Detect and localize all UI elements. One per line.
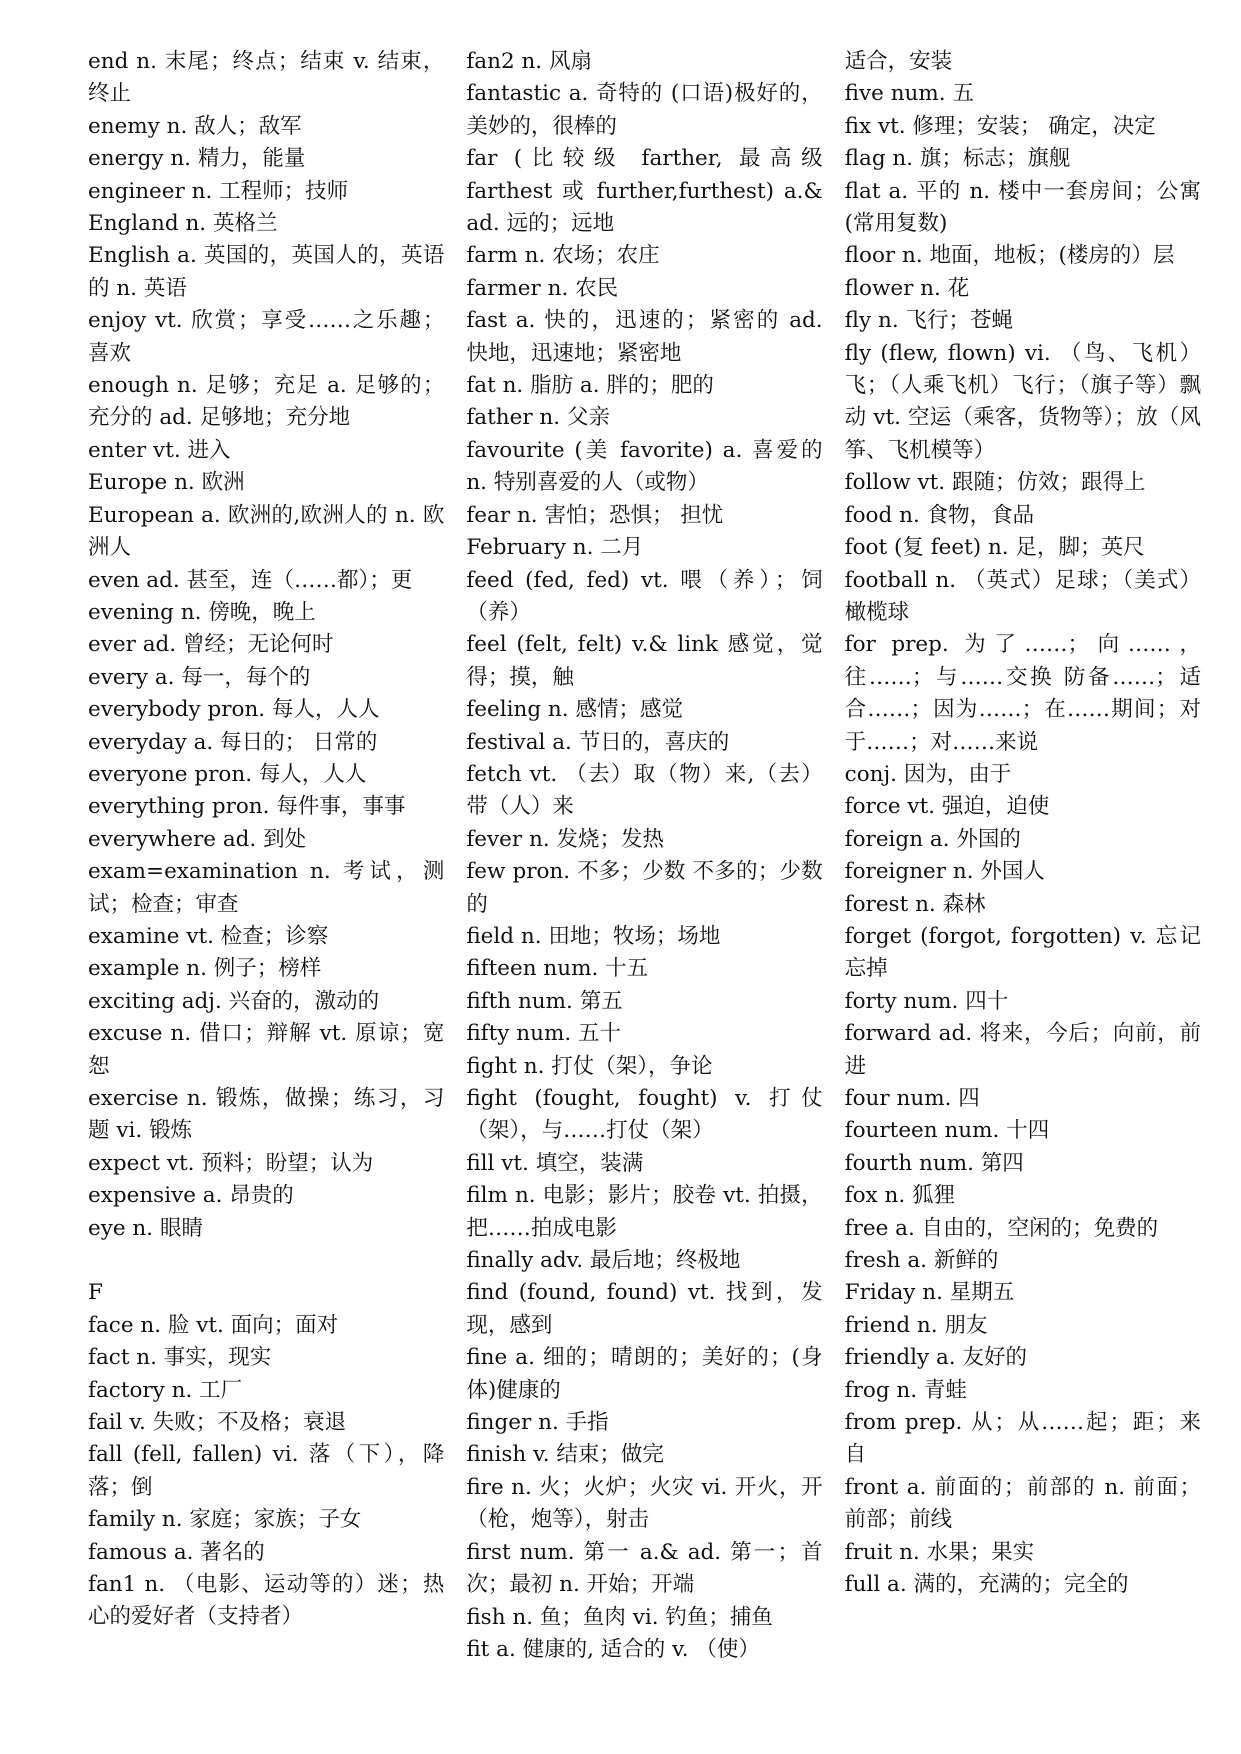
vocab-entry: everyone pron. 每人，人人 (88, 761, 367, 787)
vocab-entry: for prep. 为了……；向……，往……；与……交换 防备……；适合……；因为……；在……期间；对于……；对……来说 (844, 632, 1201, 755)
vocab-entry: enough n. 足够；充足 a. 足够的；充分的 ad. 足够地；充分地 (88, 373, 445, 431)
vocab-entry: fourth num. 第四 (844, 1150, 1024, 1176)
vocab-entry: full a. 满的，充满的；完全的 (844, 1572, 1129, 1598)
vocab-entry: example n. 例子；榜样 (88, 956, 322, 982)
column-2 (466, 46, 822, 1754)
vocab-entry: friendly a. 友好的 (844, 1345, 1027, 1371)
vocab-entry: factory n. 工厂 (88, 1377, 243, 1403)
vocab-entry: flag n. 旗；标志；旗舰 (844, 146, 1071, 172)
vocab-entry: everybody pron. 每人，人人 (88, 697, 380, 723)
vocab-entry: foot (复 feet) n. 足，脚；英尺 (844, 535, 1145, 561)
vocab-entry: enter vt. 进入 (88, 437, 231, 463)
vocab-entry: flat a. 平的 n. 楼中一套房间；公寓(常用复数) (844, 178, 1201, 237)
vocab-entry: fight n. 打仗（架），争论 (466, 1053, 713, 1079)
vocab-entry: exam=examination n. 考试，测试；检查；审查 (88, 859, 445, 917)
vocab-entry: fact n. 事实，现实 (88, 1345, 272, 1371)
vocab-entry: English a. 英国的，英国人的，英语的 n. 英语 (88, 243, 445, 301)
vocab-entry: frog n. 青蛙 (844, 1377, 967, 1403)
vocab-entry: fetch vt. （去）取（物）来,（去）带（人）来 (466, 761, 823, 820)
vocab-entry: 适合，安装 (844, 49, 953, 74)
vocab-entry: foreign a. 外国的 (844, 826, 1021, 852)
vocab-entry: fox n. 狐狸 (844, 1183, 956, 1209)
vocab-entry: fifteen num. 十五 (466, 956, 649, 982)
vocab-entry: floor n. 地面，地板；(楼房的）层 (844, 243, 1175, 269)
vocab-entry: football n. （英式）足球；（美式）橄榄球 (844, 567, 1201, 625)
vocab-entry: front a. 前面的；前部的 n. 前面；前部；前线 (844, 1474, 1201, 1533)
vocab-entry: eye n. 眼睛 (88, 1215, 203, 1241)
vocab-entry: Friday n. 星期五 (844, 1280, 1015, 1306)
column-3 (845, 46, 1201, 1754)
vocab-entry: fear n. 害怕；恐惧； 担忧 (466, 502, 724, 528)
vocab-entry: ever ad. 曾经；无论何时 (88, 632, 334, 658)
vocab-entry: examine vt. 检查；诊察 (88, 923, 329, 949)
vocab-entry: face n. 脸 vt. 面向；面对 (88, 1312, 339, 1338)
vocab-entry: friend n. 朋友 (844, 1312, 988, 1338)
vocab-entry: festival a. 节日的，喜庆的 (466, 729, 730, 755)
vocab-entry: fat n. 脂肪 a. 胖的；肥的 (466, 373, 714, 399)
vocab-entry: February n. 二月 (466, 535, 644, 561)
vocab-entry: fifth num. 第五 (466, 988, 623, 1014)
vocab-entry: excuse n. 借口；辩解 vt. 原谅；宽恕 (88, 1021, 445, 1079)
vocab-entry: European a. 欧洲的,欧洲人的 n. 欧洲人 (88, 502, 445, 561)
vocab-entry: film n. 电影；影片；胶卷 vt. 拍摄，把……拍成电影 (466, 1183, 823, 1241)
vocab-entry: forty num. 四十 (844, 988, 1009, 1014)
vocab-entry: fruit n. 水果；果实 (844, 1539, 1035, 1565)
vocab-entry: feel (felt, felt) v.& link 感觉，觉得；摸，触 (466, 632, 823, 690)
vocab-entry: expensive a. 昂贵的 (88, 1183, 294, 1209)
vocab-entry: fourteen num. 十四 (844, 1118, 1050, 1144)
vocab-entry: fit a. 健康的, 适合的 v. （使） (466, 1636, 760, 1662)
column-1 (88, 46, 444, 1754)
vocab-entry: everywhere ad. 到处 (88, 826, 307, 852)
vocab-entry: fever n. 发烧；发热 (466, 826, 665, 852)
vocab-entry: find (found, found) vt. 找到，发现，感到 (466, 1280, 823, 1338)
vocab-entry: food n. 食物，食品 (844, 502, 1035, 528)
vocab-entry: first num. 第一 a.& ad. 第一；首次；最初 n. 开始；开端 (466, 1539, 823, 1598)
vocab-entry: forget (forgot, forgotten) v. 忘记忘掉 (844, 923, 1201, 982)
vocab-entry: enemy n. 敌人；敌军 (88, 113, 302, 139)
vocab-entry: everyday a. 每日的； 日常的 (88, 729, 378, 755)
vocab-entry: forward ad. 将来，今后；向前，前进 (844, 1021, 1201, 1079)
vocab-entry: fill vt. 填空，装满 (466, 1150, 644, 1176)
vocab-entry: father n. 父亲 (466, 405, 610, 431)
vocab-entry: fan1 n. （电影、运动等的）迷；热心的爱好者（支持者） (88, 1572, 445, 1630)
vocab-entry: engineer n. 工程师；技师 (88, 178, 349, 204)
vocab-entry: fine a. 细的；晴朗的；美好的；(身体)健康的 (466, 1345, 823, 1403)
vocab-entry: farm n. 农场；农庄 (466, 243, 660, 269)
vocab-entry: expect vt. 预料；盼望；认为 (88, 1150, 374, 1176)
vocab-entry: feeling n. 感情；感觉 (466, 697, 683, 723)
vocab-entry: foreigner n. 外国人 (844, 859, 1045, 885)
vocab-entry: fly (flew, flown) vi. （鸟、飞机）飞；（人乘飞机）飞行；（旗子等）飘动 vt. 空运（乘客，货物等）；放（风筝、飞机模等） (844, 340, 1201, 463)
vocab-entry: enjoy vt. 欣赏；享受……之乐趣；喜欢 (88, 308, 445, 366)
vocab-entry: fan2 n. 风扇 (466, 49, 592, 74)
vocab-entry: forest n. 森林 (844, 891, 986, 917)
vocab-entry: few pron. 不多；少数 不多的；少数的 (466, 859, 823, 917)
vocab-entry: finger n. 手指 (466, 1410, 609, 1436)
vocab-entry: energy n. 精力，能量 (88, 146, 306, 172)
vocab-entry: fifty num. 五十 (466, 1021, 621, 1047)
vocab-entry: exercise n. 锻炼，做操；练习，习题 vi. 锻炼 (88, 1086, 445, 1144)
vocab-entry: fast a. 快的，迅速的；紧密的 ad. 快地，迅速地；紧密地 (466, 308, 823, 366)
vocab-entry: finally adv. 最后地；终极地 (466, 1248, 741, 1274)
vocab-entry: everything pron. 每件事，事事 (88, 794, 406, 820)
vocab-entry: exciting adj. 兴奋的，激动的 (88, 988, 380, 1014)
vocab-entry: fly n. 飞行；苍蝇 (844, 308, 1013, 334)
vocab-entry: five num. 五 (844, 81, 974, 107)
vocab-entry: far (比较级 farther, 最高级 farthest 或 further,furthest) a.& ad. 远的；远地 (466, 146, 823, 237)
vocab-entry: even ad. 甚至，连（……都）；更 (88, 567, 413, 593)
vocab-entry: fix vt. 修理；安装； 确定，决定 (844, 113, 1156, 139)
vocab-entry: flower n. 花 (844, 275, 970, 301)
vocab-entry: finish v. 结束；做完 (466, 1442, 664, 1468)
section-letter-heading: F (88, 1280, 103, 1306)
vocab-entry: fire n. 火；火炉；火灾 vi. 开火，开（枪，炮等），射击 (466, 1474, 823, 1533)
vocab-entry: fish n. 鱼；鱼肉 vi. 钓鱼；捕鱼 (466, 1604, 773, 1630)
vocab-entry: end n. 末尾；终点；结束 v. 结束，终止 (88, 49, 445, 107)
vocab-entry: Europe n. 欧洲 (88, 470, 245, 496)
vocab-entry: fail v. 失败；不及格；衰退 (88, 1410, 347, 1436)
vocab-entry: favourite (美 favorite) a. 喜爱的 n. 特别喜爱的人（或物） (466, 437, 823, 496)
vocab-entry: conj. 因为，由于 (844, 761, 1012, 787)
vocab-entry: follow vt. 跟随；仿效；跟得上 (844, 470, 1146, 496)
vocab-entry: farmer n. 农民 (466, 275, 619, 301)
vocab-entry: free a. 自由的，空闲的；免费的 (844, 1215, 1159, 1241)
vocab-entry: four num. 四 (844, 1086, 980, 1111)
vocab-entry: force vt. 强迫，迫使 (844, 794, 1050, 820)
vocab-entry: fight (fought, fought) v. 打仗（架），与……打仗（架） (466, 1086, 823, 1144)
vocab-entry: England n. 英格兰 (88, 211, 278, 237)
vocab-entry: field n. 田地；牧场；场地 (466, 923, 721, 949)
vocab-entry: evening n. 傍晚，晚上 (88, 599, 316, 625)
vocab-entry: fantastic a. 奇特的 (口语)极好的，美妙的，很棒的 (466, 81, 823, 139)
vocab-entry: fall (fell, fallen) vi. 落（下），降落；倒 (88, 1442, 445, 1500)
vocab-entry: feed (fed, fed) vt. 喂（养）；饲（养） (466, 567, 823, 625)
vocab-entry: from prep. 从；从……起；距；来自 (844, 1410, 1201, 1468)
vocab-entry: family n. 家庭；家族；子女 (88, 1507, 362, 1533)
vocab-entry: fresh a. 新鲜的 (844, 1248, 999, 1274)
vocab-entry: famous a. 著名的 (88, 1539, 265, 1565)
vocab-entry: every a. 每一，每个的 (88, 664, 311, 690)
